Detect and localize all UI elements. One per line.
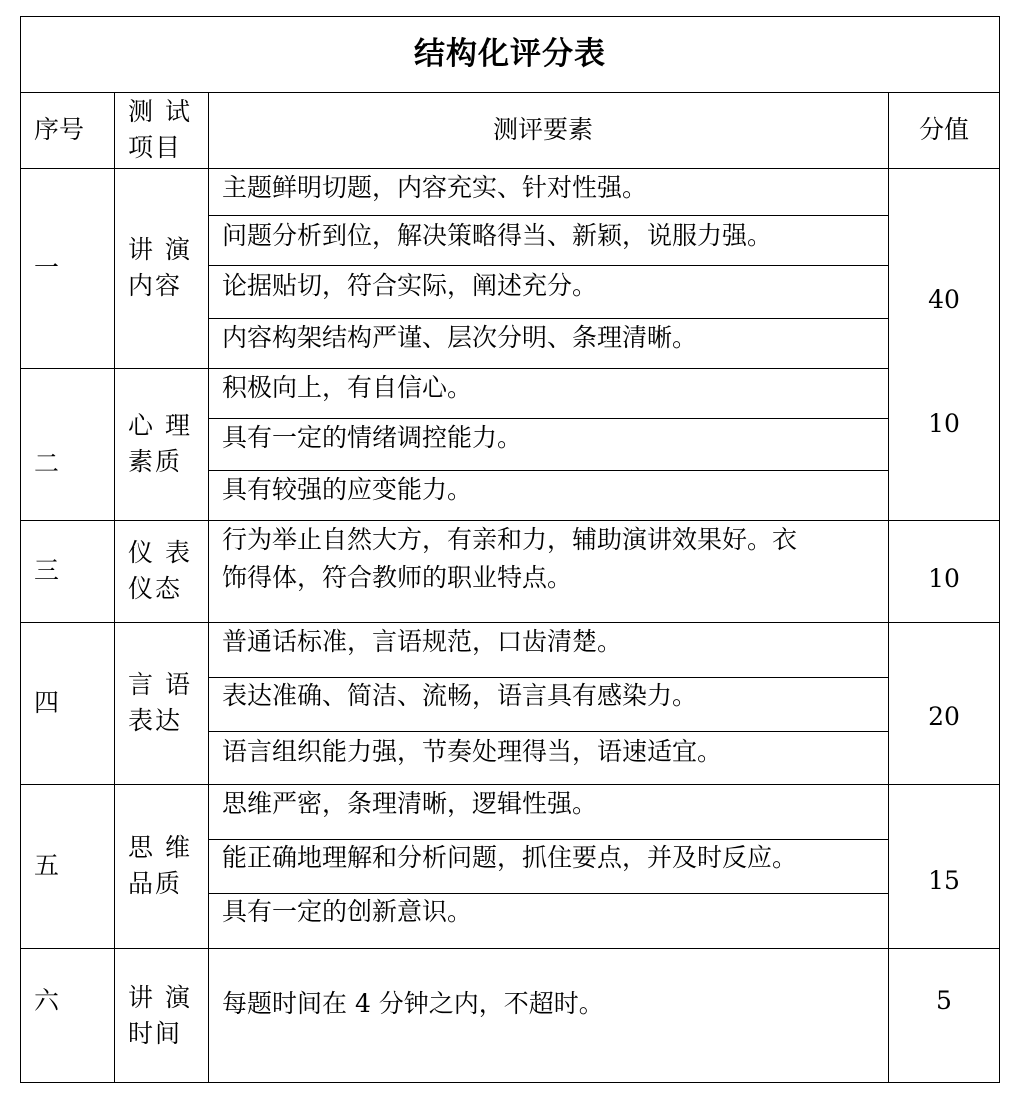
row-3-criteria xyxy=(208,520,888,622)
table-title: 结构化评分表 xyxy=(414,36,606,72)
row-4-item-line1: 言 语 xyxy=(128,670,192,699)
row-1-item-line1: 讲 演 xyxy=(128,235,192,264)
row-1-criterion-3: 论据贴切，符合实际，阐述充分。 xyxy=(222,271,598,300)
criteria-divider xyxy=(208,731,888,732)
row-2-criterion-3: 具有较强的应变能力。 xyxy=(222,475,473,504)
row-divider-3 xyxy=(20,622,1000,623)
row-6-criterion-1: 每题时间在 4 分钟之内，不超时。 xyxy=(222,989,604,1018)
row-2-item xyxy=(114,368,208,520)
row-6-item-line2: 时间 xyxy=(128,1018,183,1048)
row-4-criterion-1: 普通话标准，言语规范，口齿清楚。 xyxy=(222,627,623,656)
criteria-divider xyxy=(208,470,888,471)
row-2-criterion-2: 具有一定的情绪调控能力。 xyxy=(222,423,523,452)
row-5-item-line2: 品质 xyxy=(128,869,183,898)
column-divider-2 xyxy=(208,92,209,1083)
row-divider-5 xyxy=(20,948,1000,949)
row-1-seq: 一 xyxy=(34,253,60,282)
row-6-item xyxy=(114,948,208,1083)
row-2-criterion-1: 积极向上，有自信心。 xyxy=(222,373,473,402)
row-4-criteria xyxy=(208,622,888,784)
row-1-score: 40 xyxy=(928,285,960,314)
row-1-criteria xyxy=(208,168,888,368)
row-5-criterion-3: 具有一定的创新意识。 xyxy=(222,897,473,926)
row-5-score: 15 xyxy=(928,866,960,895)
row-3-criterion-2: 饰得体，符合教师的职业特点。 xyxy=(222,563,573,592)
row-2-seq: 二 xyxy=(34,449,60,478)
header-score: 分值 xyxy=(918,115,969,144)
row-4-criterion-3: 语言组织能力强，节奏处理得当，语速适宜。 xyxy=(222,737,723,766)
title-divider xyxy=(20,92,1000,93)
row-1-item-line2: 内容 xyxy=(128,271,183,300)
header-criteria: 测评要素 xyxy=(492,115,593,144)
row-1-criterion-1: 主题鲜明切题，内容充实、针对性强。 xyxy=(222,173,648,202)
criteria-divider xyxy=(208,318,888,319)
header-item-line2: 项目 xyxy=(128,133,183,162)
row-4-criterion-2: 表达准确、简洁、流畅，语言具有感染力。 xyxy=(222,681,698,710)
row-3-item-line1: 仪 表 xyxy=(128,538,192,567)
row-4-seq: 四 xyxy=(34,688,60,717)
row-6-score: 5 xyxy=(936,985,952,1015)
column-divider-3 xyxy=(888,92,889,1083)
table-border-bottom xyxy=(20,1082,1000,1083)
row-5-item-line1: 思 维 xyxy=(128,833,192,862)
row-divider-4 xyxy=(20,784,1000,785)
criteria-divider xyxy=(208,839,888,840)
criteria-divider xyxy=(208,265,888,266)
row-5-criteria xyxy=(208,784,888,948)
column-divider-1 xyxy=(114,92,115,1083)
row-5-criterion-1: 思维严密，条理清晰，逻辑性强。 xyxy=(222,789,598,818)
row-2-score xyxy=(888,368,1000,520)
row-1-criterion-4: 内容构架结构严谨、层次分明、条理清晰。 xyxy=(222,323,698,352)
table-border-top xyxy=(20,16,1000,17)
row-3-seq: 三 xyxy=(34,556,60,585)
header-divider xyxy=(20,168,1000,169)
row-6-seq: 六 xyxy=(34,985,60,1015)
row-3-item-line2: 仪态 xyxy=(128,574,183,603)
header-seq: 序号 xyxy=(34,115,85,144)
header-item-line1: 测 试 xyxy=(128,97,192,126)
scoring-table xyxy=(20,16,1000,1083)
criteria-divider xyxy=(208,215,888,216)
header-item xyxy=(114,92,208,168)
merged-score-mask xyxy=(889,368,999,369)
row-1-item xyxy=(114,168,208,368)
row-divider-2 xyxy=(20,520,1000,521)
row-2-criteria xyxy=(208,368,888,520)
row-4-item-line2: 表达 xyxy=(128,706,183,735)
row-4-item xyxy=(114,622,208,784)
row-3-item xyxy=(114,520,208,622)
row-3-criterion-1: 行为举止自然大方，有亲和力，辅助演讲效果好。衣 xyxy=(222,525,798,554)
table-border-left xyxy=(20,16,21,1083)
criteria-divider xyxy=(208,418,888,419)
row-5-criterion-2: 能正确地理解和分析问题，抓住要点，并及时反应。 xyxy=(222,843,798,872)
row-6-criteria xyxy=(208,948,888,1083)
row-2-score-value: 10 xyxy=(928,409,960,438)
row-6-item-line1: 讲 演 xyxy=(128,982,192,1012)
row-4-score: 20 xyxy=(928,702,960,731)
row-divider-1 xyxy=(20,368,1000,369)
table-border-right xyxy=(999,16,1000,1083)
criteria-divider xyxy=(208,893,888,894)
row-1-criterion-2: 问题分析到位，解决策略得当、新颖，说服力强。 xyxy=(222,221,773,250)
row-5-seq: 五 xyxy=(34,851,60,880)
row-2-item-line2: 素质 xyxy=(128,447,183,476)
row-2-item-line1: 心 理 xyxy=(128,411,192,440)
row-3-score: 10 xyxy=(928,564,960,593)
row-5-item xyxy=(114,784,208,948)
criteria-divider xyxy=(208,677,888,678)
